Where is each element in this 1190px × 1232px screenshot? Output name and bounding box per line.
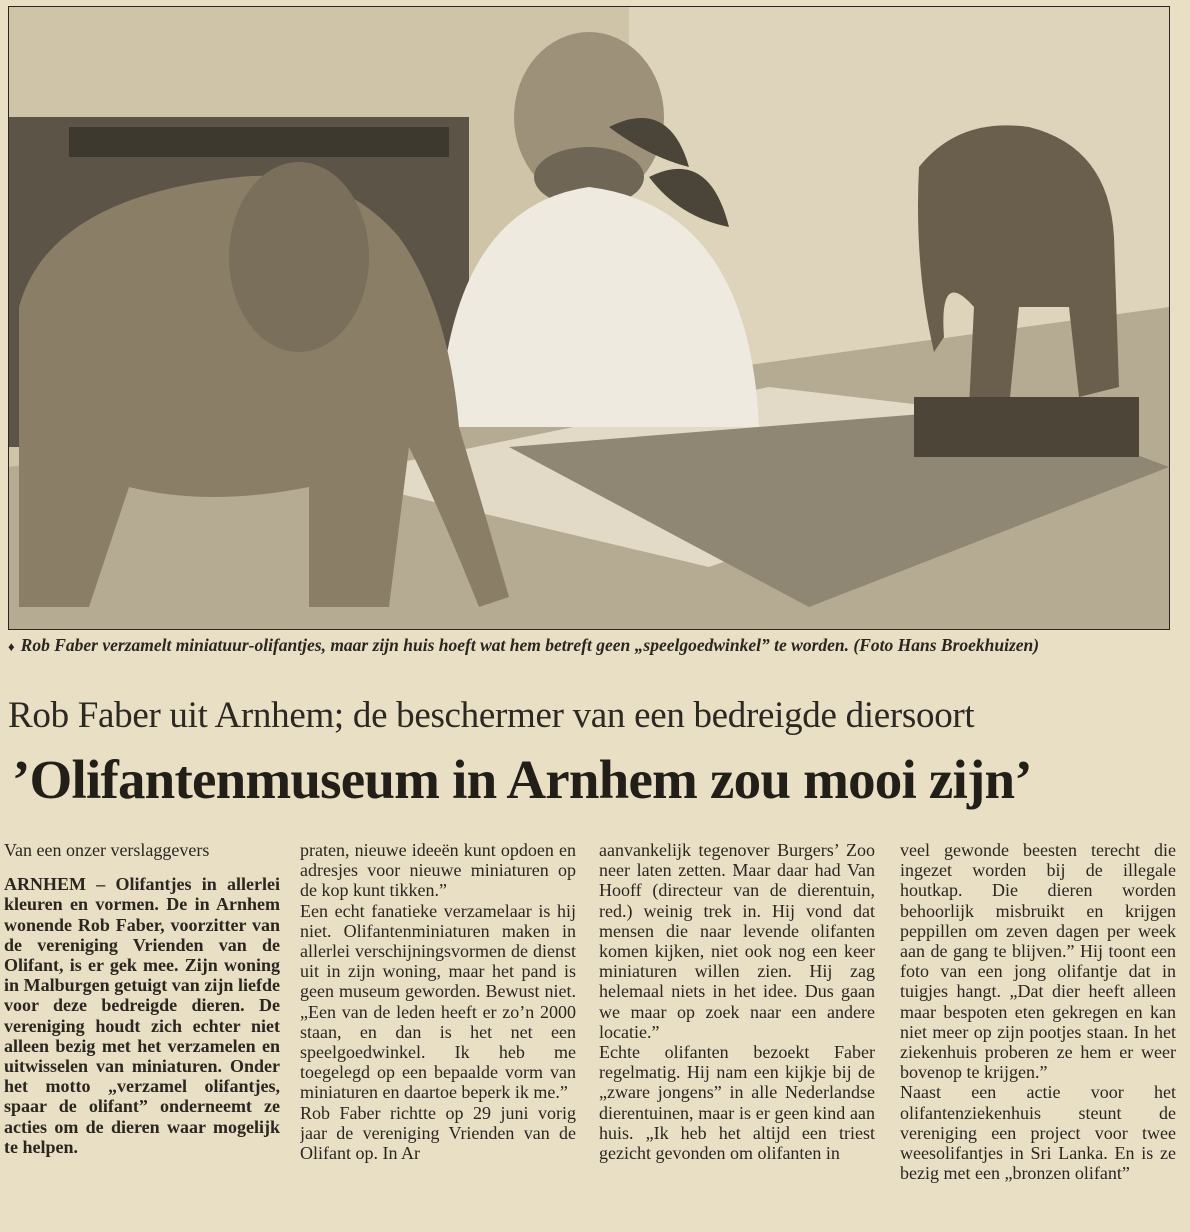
paragraph: praten, nieuwe ideeën kunt opdoen en adresjes voor nieuwe miniaturen op de kop kunt tikken.” [300, 840, 576, 901]
article-column-4 [900, 840, 1176, 1232]
article-kicker: Rob Faber uit Arnhem; de beschermer van een bedreigde diersoort [8, 695, 975, 736]
photo-elephants-icon [9, 7, 1169, 629]
paragraph: aanvankelijk tegenover Burgers’ Zoo neer laten zetten. Maar daar had Van Hooff (directeur van de dierentuin, red.) weinig trek in. Hij vond dat mensen die naar levende olifanten komen kijken, niet ook nog een keer miniaturen willen zien. Hij zag helemaal niets in het idee. Dus gaan we maar op zoek naar een andere locatie.” [599, 840, 875, 1042]
paragraph: Een echt fanatieke verzamelaar is hij niet. Olifantenminiaturen maken in allerlei verschijningsvormen de dienst uit in zijn woning, maar het pand is geen museum geworden. Bewust niet. „Een van de leden heeft er zo’n 2000 staan, en dan is het net een speelgoedwinkel. Ik heb me toegelegd op een bepaalde vorm van miniaturen en daartoe beperk ik me.” [300, 900, 576, 1103]
paragraph: Echte olifanten bezoekt Faber regelmatig. Hij nam een kijkje bij de „zware jongens” in alle Nederlandse dierentuinen, maar is er geen kind aan huis. „Ik heb het altijd een triest gezicht gevonden om olifanten in [599, 1042, 875, 1164]
article-column-1 [4, 840, 280, 1232]
caption-bullet-icon: ♦ [8, 639, 15, 654]
photo-caption [8, 634, 1178, 658]
paragraph: veel gewonde beesten terecht die ingezet worden bij de illegale houtkap. Die dieren worden behoorlijk misbruikt en krijgen peppillen om zeven dagen per week aan de gang te blijven.” Hij toont een foto van een jong olifantje dat in tuigjes hangt. „Dat dier heeft alleen maar bespoten eten gekregen en kan niet meer op zijn pootjes staan. In het ziekenhuis proberen ze hem er weer bovenop te krijgen.” [900, 840, 1176, 1083]
article-column-3 [599, 840, 875, 1232]
article-column-2 [300, 840, 576, 1232]
caption-text: Rob Faber verzamelt miniatuur-olifantjes, maar zijn huis hoeft wat hem betreft geen „speelgoedwinkel” te worden. (Foto Hans Broekhuizen) [20, 635, 1040, 655]
paragraph: Naast een actie voor het olifantenziekenhuis steunt de vereniging een project voor twee weesolifantjes in Sri Lanka. En is ze bezig met een „bronzen olifant” [900, 1082, 1176, 1184]
article-byline: Van een onzer verslaggevers [4, 840, 210, 860]
article-lead: ARNHEM – Olifantjes in allerlei kleuren en vormen. De in Arnhem wonende Rob Faber, voorzitter van de vereniging Vrienden van de Olifant, is er gek mee. Zijn woning in Malburgen getuigt van zijn liefde voor deze bedreigde dieren. De vereniging houdt zich echter niet alleen bezig met het verzamelen en uitwisselen van miniaturen. Onder het motto „verzamel olifantjes, spaar de olifant” onderneemt ze acties om de dieren waar mogelijk te helpen. [4, 874, 280, 1157]
article-headline: ’Olifantenmuseum in Arnhem zou mooi zijn’ [12, 749, 1032, 810]
article-photo [8, 6, 1170, 630]
paragraph: Rob Faber richtte op 29 juni vorig jaar de vereniging Vrienden van de Olifant op. In Ar [300, 1102, 576, 1164]
